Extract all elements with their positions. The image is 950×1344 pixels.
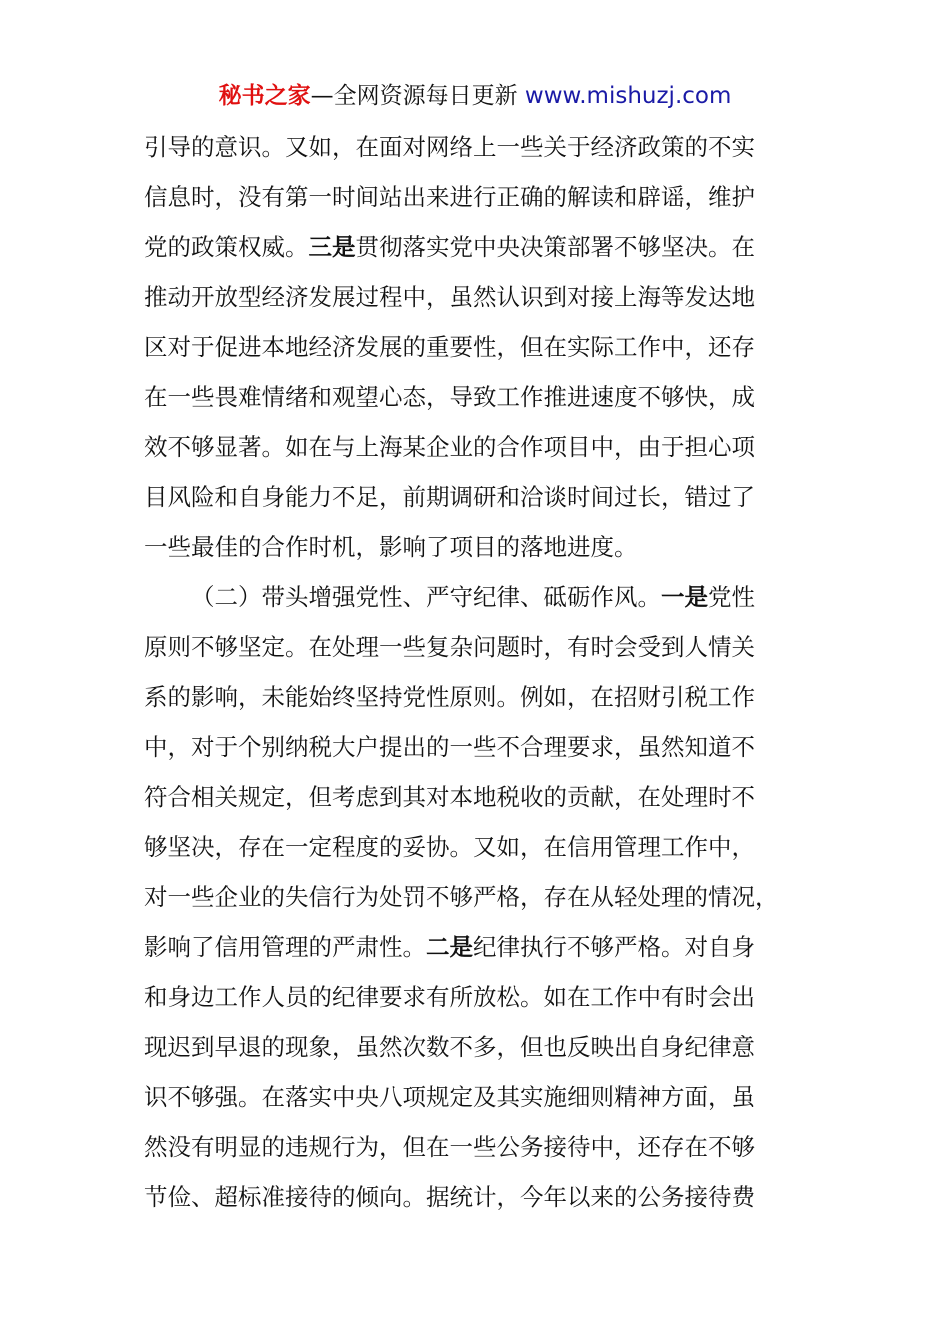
text-line	[144, 822, 824, 872]
text-run: 节俭、超标准接待的倾向。据统计，今年以来的公务接待费	[144, 1183, 755, 1211]
text-line	[144, 522, 824, 572]
text-run: 党的政策权威。	[144, 233, 309, 261]
text-line	[144, 722, 824, 772]
text-run: 够坚决，存在一定程度的妥协。又如，在信用管理工作中，	[144, 833, 755, 861]
text-line	[144, 672, 824, 722]
text-line	[144, 222, 824, 272]
text-run: （二）带头增强党性、严守纪律、砥砺作风。	[191, 583, 661, 611]
text-line	[144, 1172, 824, 1222]
text-run: 党性	[708, 583, 755, 611]
text-line	[144, 922, 824, 972]
page-header	[0, 80, 950, 112]
text-run: 纪律执行不够严格。对自身	[473, 933, 755, 961]
bold-marker: 一是	[661, 583, 708, 611]
text-run: 信息时，没有第一时间站出来进行正确的解读和辟谣，维护	[144, 183, 755, 211]
text-line	[144, 1072, 824, 1122]
text-run: 影响了信用管理的严肃性。	[144, 933, 426, 961]
text-line	[144, 322, 824, 372]
text-line	[144, 172, 824, 222]
text-run: 区对于促进本地经济发展的重要性，但在实际工作中，还存	[144, 333, 755, 361]
text-run: 中，对于个别纳税大户提出的一些不合理要求，虽然知道不	[144, 733, 755, 761]
text-line	[144, 972, 824, 1022]
text-line	[144, 1122, 824, 1172]
bold-marker: 三是	[308, 233, 356, 261]
bold-marker: 二是	[426, 933, 473, 961]
text-run: 效不够显著。如在与上海某企业的合作项目中，由于担心项	[144, 433, 755, 461]
text-line	[144, 272, 824, 322]
text-line	[144, 372, 824, 422]
text-run: 目风险和自身能力不足，前期调研和洽谈时间过长，错过了	[144, 483, 755, 511]
section-heading-line	[144, 572, 824, 622]
text-line	[144, 772, 824, 822]
text-run: 推动开放型经济发展过程中，虽然认识到对接上海等发达地	[144, 283, 755, 311]
text-line	[144, 422, 824, 472]
text-run: 识不够强。在落实中央八项规定及其实施细则精神方面，虽	[144, 1083, 755, 1111]
text-run: 然没有明显的违规行为，但在一些公务接待中，还存在不够	[144, 1133, 755, 1161]
site-brand: 秘书之家	[218, 83, 311, 109]
text-line	[144, 872, 824, 922]
text-run: 在一些畏难情绪和观望心态，导致工作推进速度不够快，成	[144, 383, 755, 411]
text-line	[144, 472, 824, 522]
text-run: 一些最佳的合作时机，影响了项目的落地进度。	[144, 533, 638, 561]
text-line	[144, 622, 824, 672]
text-run: 引导的意识。又如，在面对网络上一些关于经济政策的不实	[144, 133, 755, 161]
site-tagline: —全网资源每日更新	[310, 83, 525, 109]
text-run: 现迟到早退的现象，虽然次数不多，但也反映出自身纪律意	[144, 1033, 755, 1061]
text-run: 和身边工作人员的纪律要求有所放松。如在工作中有时会出	[144, 983, 755, 1011]
text-line	[144, 122, 824, 172]
text-run: 系的影响，未能始终坚持党性原则。例如，在招财引税工作	[144, 683, 755, 711]
text-run: 原则不够坚定。在处理一些复杂问题时，有时会受到人情关	[144, 633, 755, 661]
text-line	[144, 1022, 824, 1072]
text-run: 贯彻落实党中央决策部署不够坚决。在	[355, 233, 755, 261]
document-body	[144, 122, 824, 1222]
text-run: 符合相关规定，但考虑到其对本地税收的贡献，在处理时不	[144, 783, 755, 811]
text-run: 对一些企业的失信行为处罚不够严格，存在从轻处理的情况，	[144, 883, 779, 911]
site-url[interactable]: www.mishuzj.com	[524, 83, 732, 109]
